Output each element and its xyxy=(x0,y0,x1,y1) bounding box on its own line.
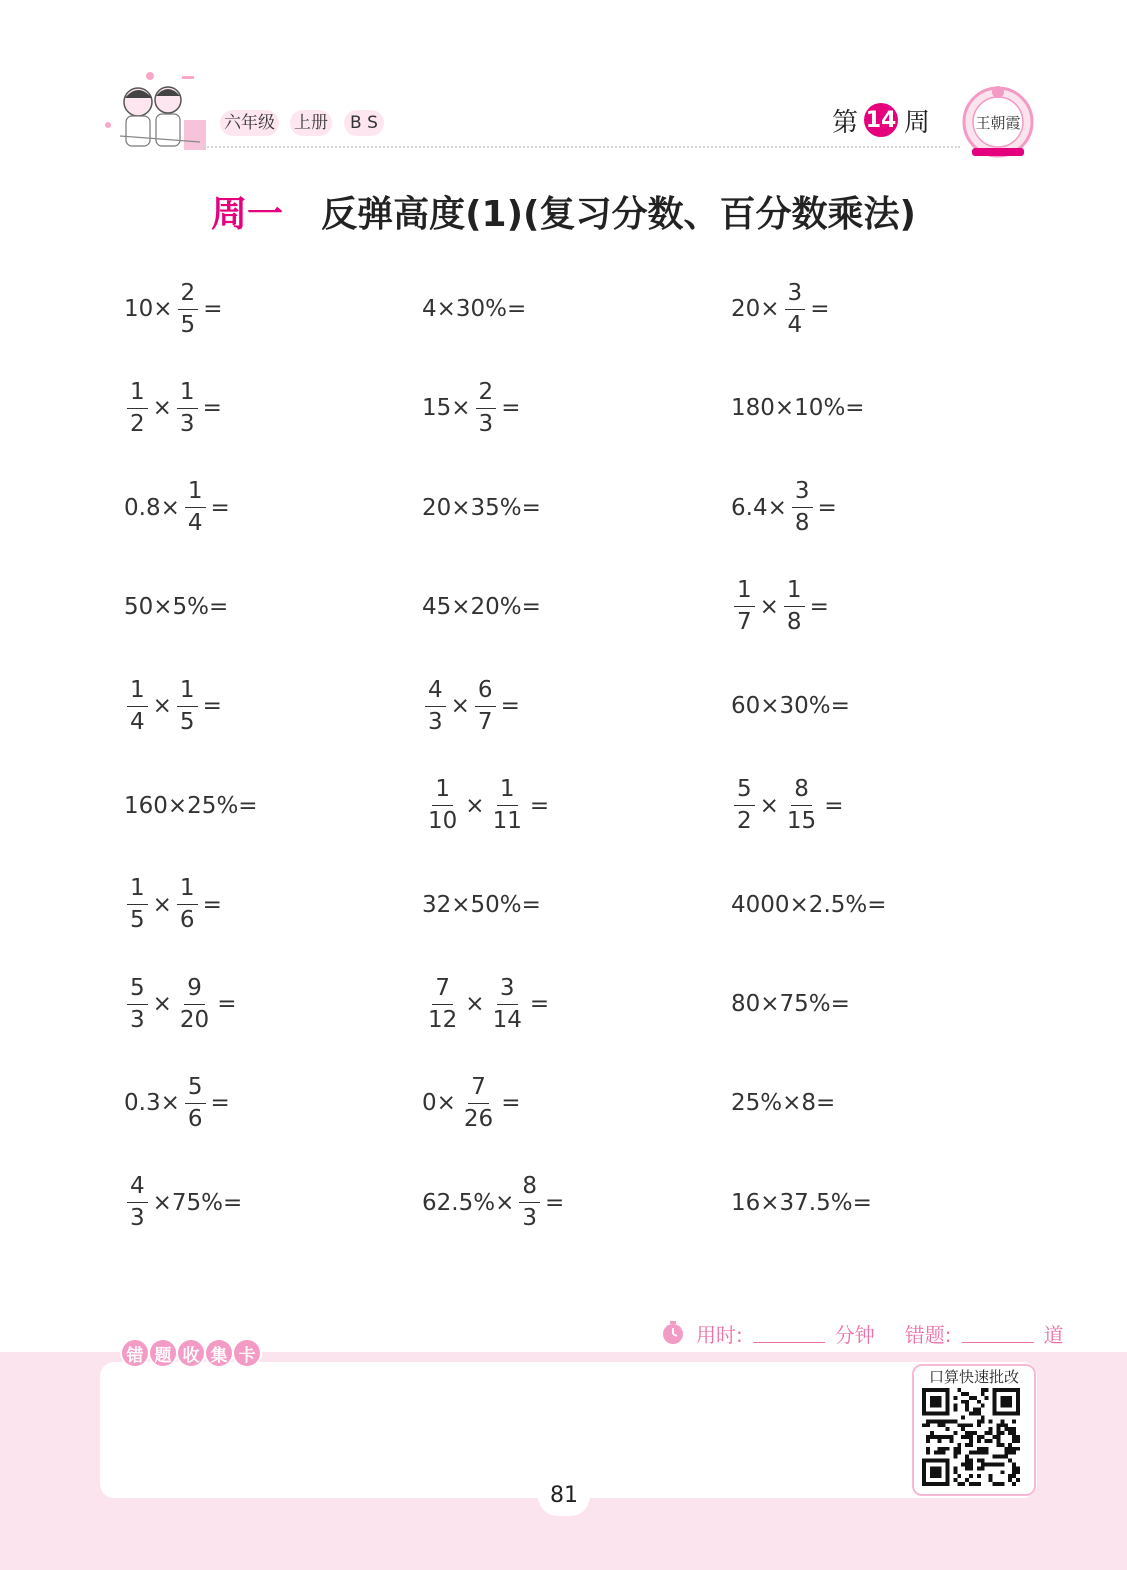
expression-text: × xyxy=(759,792,779,819)
expression-text: 4×30%= xyxy=(422,296,527,322)
expression-text: 16×37.5%= xyxy=(731,1189,872,1216)
fraction-numerator: 5 xyxy=(734,778,755,806)
expression-text: = xyxy=(203,296,223,322)
fraction-denominator: 3 xyxy=(478,410,494,437)
problem-item xyxy=(123,870,223,940)
fraction xyxy=(784,778,819,833)
fraction xyxy=(177,676,198,735)
fraction-denominator: 2 xyxy=(130,410,145,437)
fraction-numerator: 4 xyxy=(127,1175,148,1203)
expression-text: = xyxy=(817,494,837,521)
expression-text: 20× xyxy=(731,296,780,322)
expression-text: 25%×8= xyxy=(731,1090,836,1117)
fraction-numerator: 8 xyxy=(791,778,812,806)
time-unit: 分钟 xyxy=(834,1322,875,1347)
fraction-numerator: 2 xyxy=(178,282,199,310)
fraction-numerator: 5 xyxy=(185,1076,206,1104)
fraction xyxy=(425,974,460,1033)
fraction-numerator: 1 xyxy=(177,381,198,409)
fraction xyxy=(734,579,755,634)
week-prefix: 第 xyxy=(832,107,859,138)
expression-text: 62.5%× xyxy=(422,1189,515,1216)
problem-item xyxy=(421,1168,565,1238)
children-illustration xyxy=(100,70,210,160)
fraction-numerator: 1 xyxy=(127,877,148,905)
expression-text: 4000×2.5%= xyxy=(731,891,887,918)
fraction-denominator: 4 xyxy=(130,708,145,735)
expression-text: = xyxy=(529,991,550,1018)
fraction-numerator: 6 xyxy=(475,679,496,707)
qr-code[interactable] xyxy=(922,1388,1020,1486)
expression-text: 60×30%= xyxy=(731,693,850,720)
fraction xyxy=(177,378,198,437)
expression-text: = xyxy=(810,296,830,322)
expression-text: × xyxy=(465,991,485,1018)
expression-text: = xyxy=(544,1189,565,1216)
fraction-denominator: 5 xyxy=(179,708,195,735)
fraction-numerator: 3 xyxy=(792,480,813,508)
fraction-numerator: 1 xyxy=(784,579,805,607)
fraction-denominator: 3 xyxy=(130,1006,145,1033)
problem-item xyxy=(123,1168,243,1238)
fraction-numerator: 2 xyxy=(476,381,497,409)
problem-item xyxy=(421,771,550,841)
expression-text: 10× xyxy=(124,296,173,322)
problem-item xyxy=(421,870,542,940)
problem-item xyxy=(421,274,527,344)
fraction-denominator: 3 xyxy=(428,708,443,735)
fraction-denominator: 7 xyxy=(737,609,752,636)
errors-label: 错题: xyxy=(904,1322,952,1347)
expression-text: 0.3× xyxy=(124,1090,180,1117)
expression-text: 50×5%= xyxy=(124,593,229,620)
expression-text: × xyxy=(152,395,172,422)
fraction-denominator: 3 xyxy=(522,1205,537,1232)
fraction xyxy=(425,676,446,735)
problem-item xyxy=(123,671,223,741)
problem-item xyxy=(730,572,830,642)
expression-text: = xyxy=(500,693,520,720)
fraction xyxy=(792,480,813,535)
expression-text: = xyxy=(217,991,237,1018)
card-label-char: 卡 xyxy=(234,1340,260,1366)
fraction-numerator: 7 xyxy=(432,977,453,1005)
problem-item xyxy=(730,671,851,741)
fraction-denominator: 7 xyxy=(477,708,493,735)
fraction xyxy=(127,1175,148,1230)
fraction-denominator: 20 xyxy=(179,1006,210,1033)
problem-item xyxy=(123,572,229,642)
time-blank[interactable] xyxy=(753,1324,825,1343)
problem-item xyxy=(730,870,888,940)
fraction xyxy=(490,974,525,1033)
expression-text: 160×25%= xyxy=(124,792,258,819)
qr-caption: 口算快速批改 xyxy=(928,1368,1019,1386)
problem-item xyxy=(421,969,550,1039)
fraction xyxy=(127,974,148,1033)
fraction xyxy=(476,378,497,437)
fraction-numerator: 1 xyxy=(185,480,206,508)
fraction xyxy=(127,378,148,437)
expression-text: 15× xyxy=(422,395,471,422)
fraction-denominator: 12 xyxy=(428,1006,458,1033)
fraction-denominator: 8 xyxy=(794,510,810,537)
fraction xyxy=(185,480,206,535)
fraction xyxy=(734,778,755,833)
stopwatch-icon xyxy=(660,1320,686,1346)
expression-text: = xyxy=(210,1090,230,1117)
fraction-denominator: 4 xyxy=(187,510,203,537)
problem-item xyxy=(730,274,830,344)
fraction xyxy=(178,279,199,338)
expression-text: × xyxy=(152,991,172,1018)
expression-text: = xyxy=(809,593,829,620)
expression-text: ×75%= xyxy=(152,1189,243,1216)
problem-item xyxy=(123,1068,231,1138)
problem-item xyxy=(730,1168,873,1238)
problem-item xyxy=(123,274,223,344)
problem-item xyxy=(730,473,838,543)
fraction-numerator: 1 xyxy=(177,877,198,905)
fraction-numerator: 3 xyxy=(497,977,518,1005)
fraction-numerator: 1 xyxy=(127,679,148,707)
fraction xyxy=(475,676,496,735)
expression-text: × xyxy=(465,792,485,819)
grade-pill: 六年级 xyxy=(220,110,279,136)
fraction xyxy=(784,579,805,634)
fraction-numerator: 1 xyxy=(432,778,453,806)
fraction-numerator: 9 xyxy=(184,977,205,1005)
card-label-char: 集 xyxy=(206,1340,232,1366)
volume-pill: 上册 xyxy=(290,110,332,136)
fraction xyxy=(425,778,460,833)
expression-text: × xyxy=(152,891,172,918)
edition-pill: B S xyxy=(344,110,384,136)
expression-text: 180×10%= xyxy=(731,395,865,422)
fraction-numerator: 8 xyxy=(519,1175,540,1203)
problem-item xyxy=(123,969,237,1039)
problem-item xyxy=(123,473,231,543)
card-label-char: 错 xyxy=(122,1340,148,1366)
expression-text: × xyxy=(152,693,172,720)
fraction xyxy=(177,974,212,1033)
errors-unit: 道 xyxy=(1043,1322,1064,1347)
fraction xyxy=(519,1175,540,1230)
week-indicator xyxy=(832,100,930,140)
expression-text: 0.8× xyxy=(124,494,180,521)
page-title xyxy=(0,186,1127,237)
expression-text: × xyxy=(759,593,779,620)
problem-item xyxy=(730,1068,836,1138)
fraction xyxy=(785,279,806,338)
fraction-denominator: 11 xyxy=(492,808,522,834)
fraction-denominator: 5 xyxy=(130,907,145,934)
time-label: 用时: xyxy=(696,1322,743,1347)
fraction-denominator: 3 xyxy=(130,1205,145,1232)
problem-item xyxy=(730,373,866,443)
page-number: 81 xyxy=(538,1476,590,1516)
expression-text: 80×75%= xyxy=(731,991,850,1018)
problem-item xyxy=(421,373,521,443)
fraction-numerator: 1 xyxy=(177,679,198,707)
fraction-numerator: 4 xyxy=(425,679,446,707)
fraction-numerator: 1 xyxy=(127,381,148,409)
fraction-denominator: 6 xyxy=(187,1105,203,1132)
expression-text: 45×20%= xyxy=(422,593,541,620)
expression-text: = xyxy=(824,792,844,819)
problem-item xyxy=(421,473,542,543)
fraction-numerator: 3 xyxy=(785,282,806,310)
expression-text: = xyxy=(501,395,521,422)
expression-text: × xyxy=(450,693,470,720)
expression-text: = xyxy=(501,1090,521,1117)
card-label-char: 收 xyxy=(178,1340,204,1366)
fraction-denominator: 26 xyxy=(463,1105,494,1132)
header-divider xyxy=(200,146,960,148)
expression-text: = xyxy=(529,792,550,819)
fraction-denominator: 4 xyxy=(787,311,803,338)
errors-blank[interactable] xyxy=(962,1324,1034,1343)
expression-text: = xyxy=(202,693,222,720)
title-topic: 反弹高度(1)(复习分数、百分数乘法) xyxy=(321,194,916,235)
fraction-denominator: 5 xyxy=(180,311,196,338)
problem-item xyxy=(421,572,542,642)
fraction-denominator: 10 xyxy=(428,808,458,834)
expression-text: 6.4× xyxy=(731,494,787,521)
fraction-numerator: 1 xyxy=(734,579,755,607)
week-suffix: 周 xyxy=(904,107,931,138)
fraction xyxy=(185,1073,206,1132)
expression-text: = xyxy=(202,891,222,918)
problem-item xyxy=(123,771,259,841)
fraction-denominator: 3 xyxy=(179,410,195,437)
fraction-denominator: 15 xyxy=(786,808,817,834)
problem-item xyxy=(730,771,844,841)
fraction xyxy=(127,676,148,735)
expression-text: = xyxy=(210,494,230,521)
logo-text: 王朝霞 xyxy=(975,114,1021,132)
problem-item xyxy=(421,1068,521,1138)
fraction-denominator: 8 xyxy=(786,609,802,636)
card-label-char: 题 xyxy=(150,1340,176,1366)
fraction-numerator: 1 xyxy=(497,778,518,806)
problem-item xyxy=(421,671,521,741)
expression-text: 20×35%= xyxy=(422,494,541,521)
fraction-numerator: 7 xyxy=(468,1076,489,1104)
error-collection-label xyxy=(122,1340,260,1366)
fraction-denominator: 6 xyxy=(179,907,195,934)
title-day: 周一 xyxy=(211,194,284,235)
fraction xyxy=(461,1073,496,1132)
expression-text: = xyxy=(202,395,222,422)
problem-item xyxy=(123,373,223,443)
fraction-denominator: 2 xyxy=(737,808,752,834)
expression-text: 0× xyxy=(422,1090,456,1117)
problem-item xyxy=(730,969,851,1039)
fraction xyxy=(127,877,148,932)
timer-row xyxy=(660,1316,1064,1350)
fraction xyxy=(177,877,198,932)
week-number-badge: 14 xyxy=(864,103,898,137)
fraction-numerator: 5 xyxy=(127,977,148,1005)
brand-logo xyxy=(962,82,1034,162)
fraction-denominator: 14 xyxy=(492,1006,522,1033)
fraction xyxy=(490,778,525,833)
expression-text: 32×50%= xyxy=(422,891,541,918)
